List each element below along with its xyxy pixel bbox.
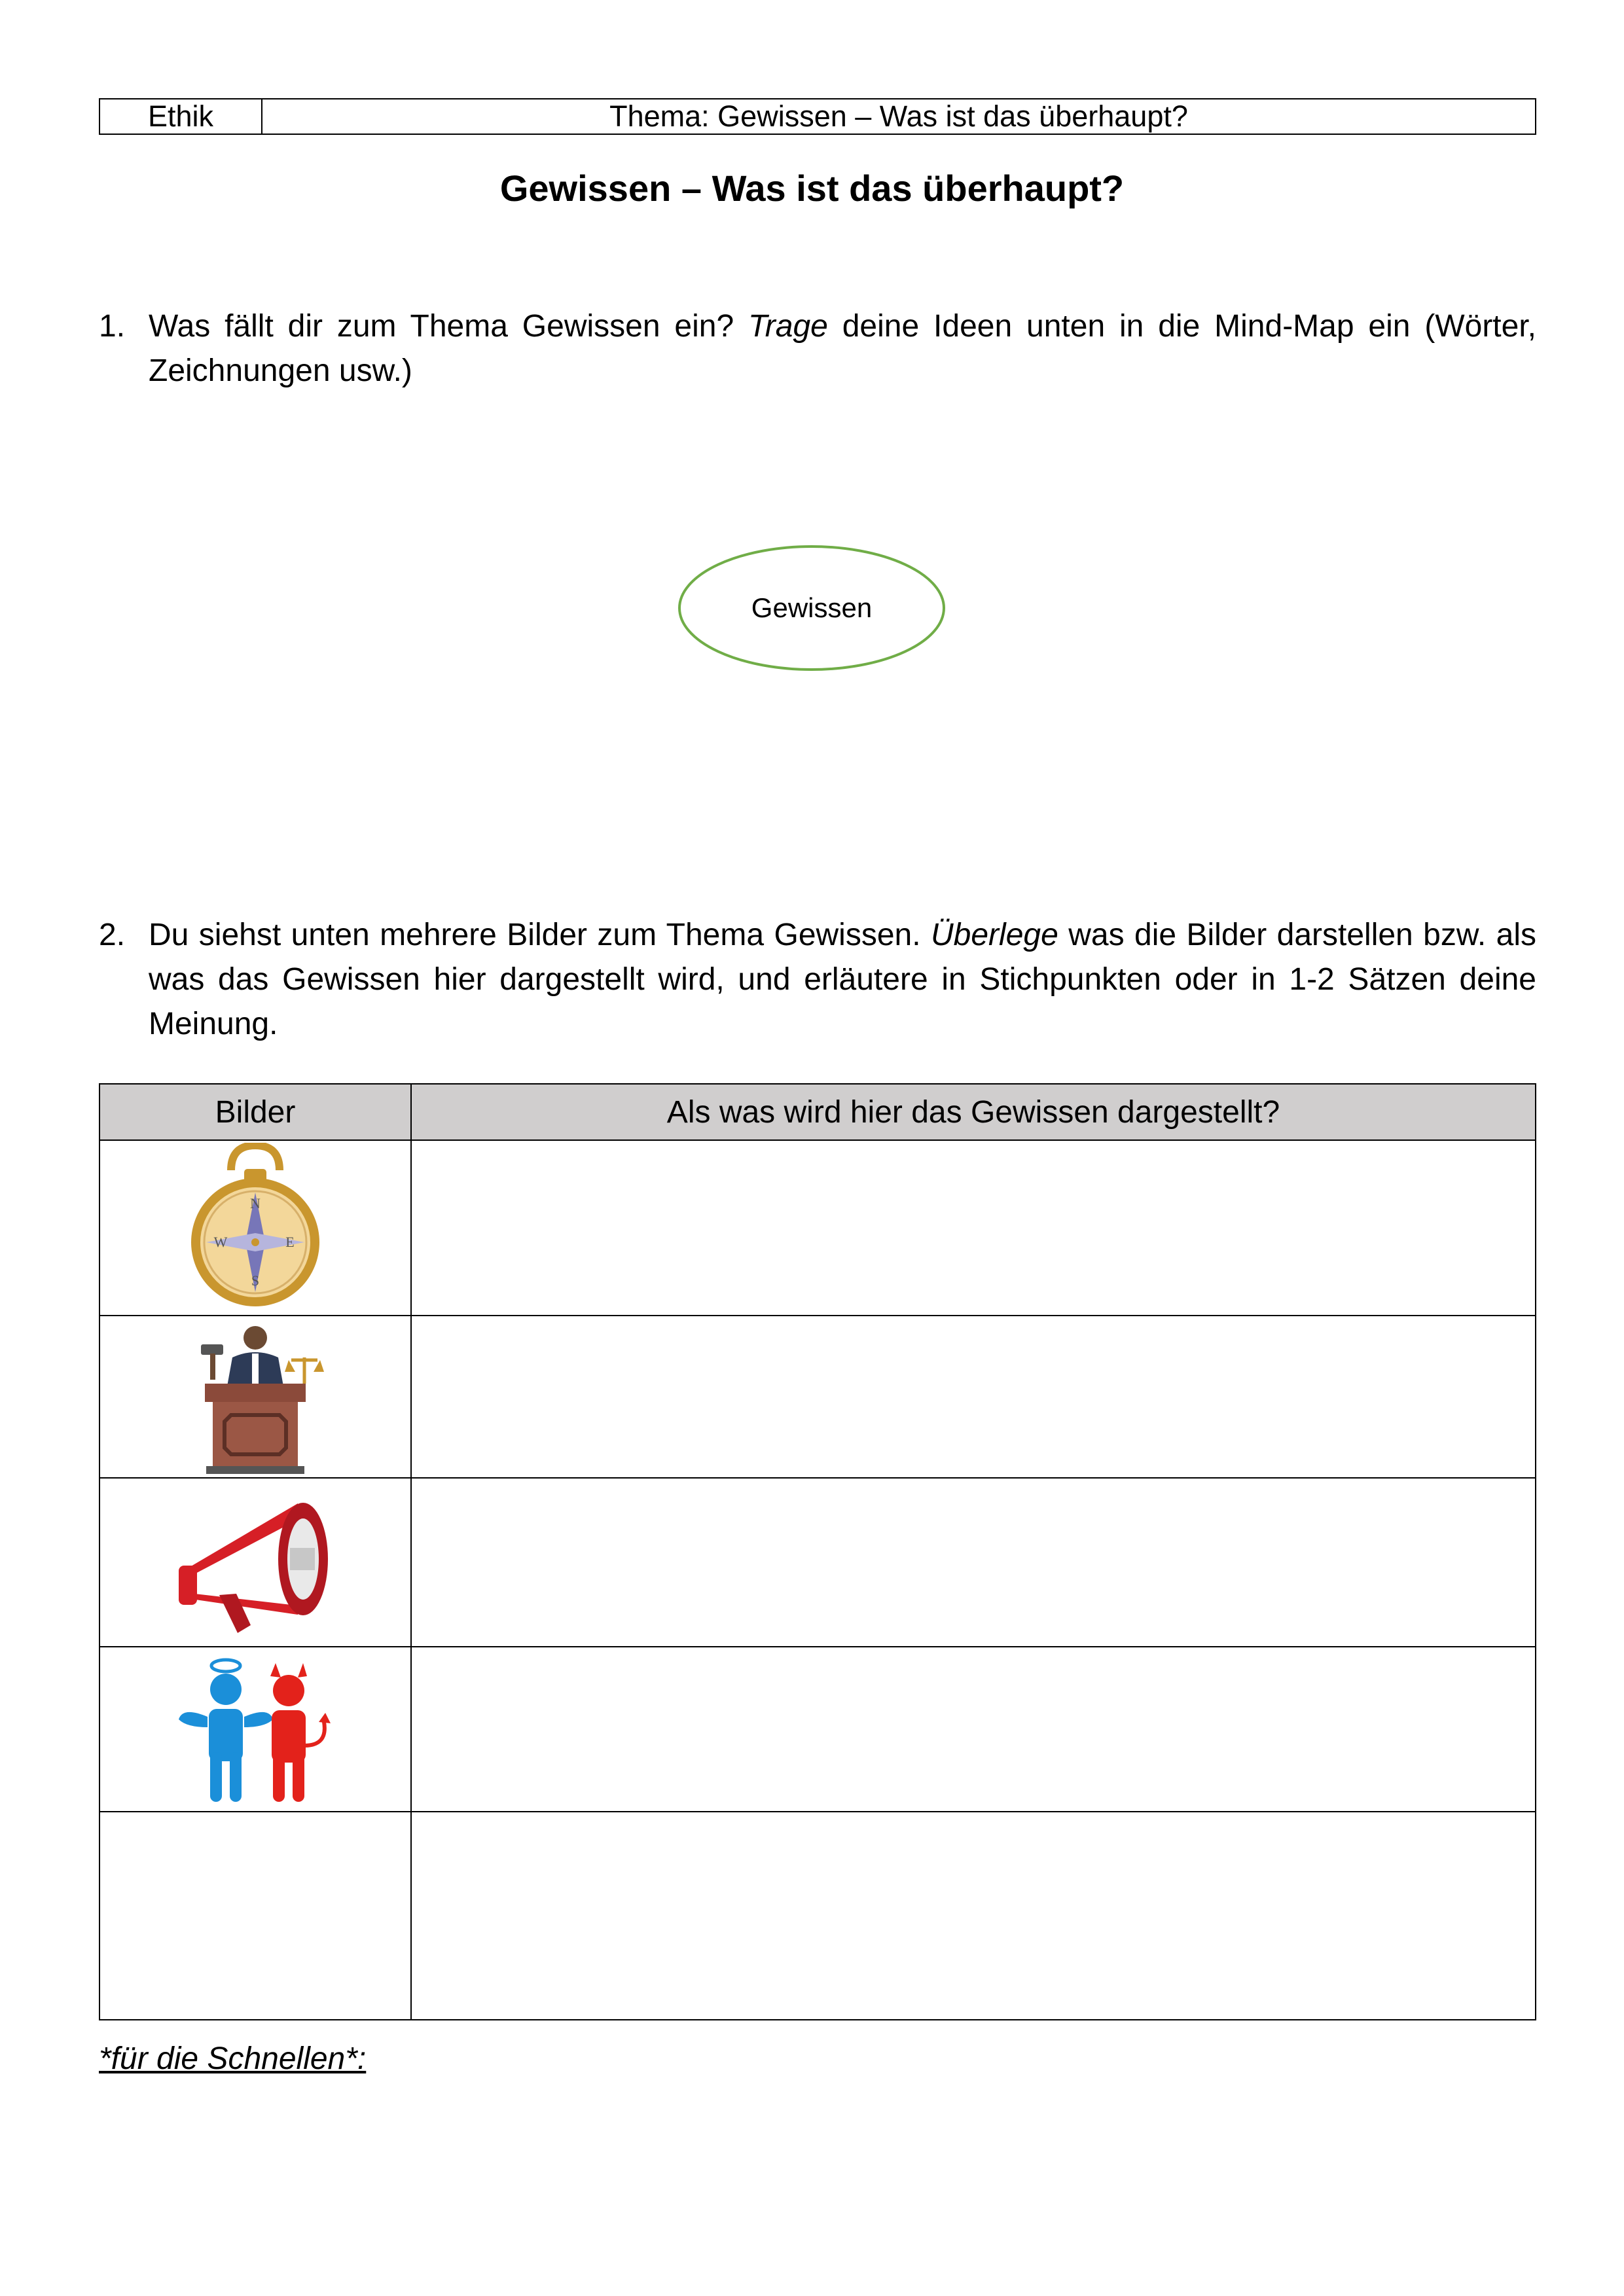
table-row — [99, 1647, 1536, 1812]
megaphone-icon — [173, 1484, 337, 1641]
task-1-number: 1. — [99, 309, 126, 344]
compass-letter-e: E — [285, 1234, 295, 1250]
answer-cell[interactable] — [411, 1647, 1536, 1812]
compass-icon — [187, 1143, 324, 1313]
table-row — [99, 1812, 1536, 2020]
bonus-label: *für die Schnellen*: — [99, 2041, 367, 2076]
image-cell — [99, 1478, 411, 1647]
answer-table — [99, 1083, 1536, 2020]
image-cell — [99, 1647, 411, 1812]
task-2-number: 2. — [99, 918, 126, 952]
header-subject: Ethik — [100, 99, 262, 134]
table-header-answer: Als was wird hier das Gewissen dargestellt? — [411, 1084, 1536, 1140]
task-1 — [99, 304, 1536, 393]
task-2-text — [149, 913, 1536, 1047]
answer-cell[interactable] — [411, 1812, 1536, 2020]
task-2-emphasis: Überlege — [931, 918, 1058, 952]
task-2-text-a: Du siehst unten mehrere Bilder zum Thema Gewissen. — [149, 918, 931, 952]
image-cell — [99, 1140, 411, 1316]
table-header-images: Bilder — [99, 1084, 411, 1140]
answer-cell[interactable] — [411, 1140, 1536, 1316]
header-topic: Thema: Gewissen – Was ist das überhaupt? — [609, 99, 1188, 133]
table-row — [99, 1316, 1536, 1478]
task-1-text — [149, 304, 1536, 393]
image-cell — [99, 1316, 411, 1478]
compass-letter-w: W — [213, 1234, 228, 1250]
mindmap-label: Gewissen — [751, 592, 873, 623]
task-1-text-b: deine Ideen unten in die Mind-Map ein (Wörter, Zeichnungen usw.) — [149, 309, 1537, 388]
compass-letter-n: N — [250, 1195, 261, 1211]
task-1-text-a: Was fällt dir zum Thema Gewissen ein? — [149, 309, 749, 344]
page-title: Gewissen – Was ist das überhaupt? — [499, 168, 1125, 209]
compass-letter-s: S — [251, 1272, 260, 1289]
mindmap-center — [677, 545, 946, 672]
table-row — [99, 1140, 1536, 1316]
table-header-row — [99, 1084, 1536, 1140]
image-cell-empty[interactable] — [99, 1812, 411, 2020]
header-box — [99, 98, 1536, 135]
task-1-emphasis: Trage — [748, 309, 828, 344]
task-2-text-b: was die Bilder darstellen bzw. als was das Gewissen hier dargestellt wird, und erläutere in Stichpunkten oder in 1-2 Sätzen deine Meinung. — [149, 918, 1536, 1041]
task-2 — [99, 913, 1536, 1047]
table-row — [99, 1478, 1536, 1647]
answer-cell[interactable] — [411, 1316, 1536, 1478]
angel-devil-icon — [173, 1654, 337, 1804]
judge-icon — [180, 1318, 331, 1475]
answer-cell[interactable] — [411, 1478, 1536, 1647]
